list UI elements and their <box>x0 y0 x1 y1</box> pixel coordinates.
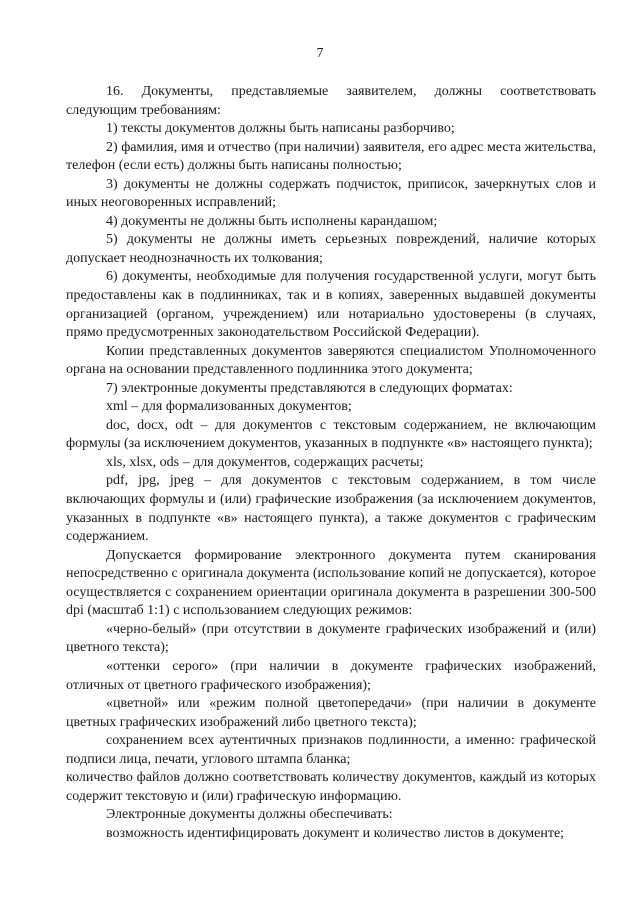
paragraph-item-4: 4) документы не должны быть исполнены карандашом; <box>106 213 438 229</box>
paragraph-authenticity: сохранением всех аутентичных признаков подлинности, а именно: графической подписи лица, печати, углового штампа бланка; <box>66 733 596 767</box>
paragraph-copies: Копии представленных документов заверяются специалистом Уполномоченного органа на основании представленного подлинника этого документа; <box>66 343 596 378</box>
paragraph-mode-gray: «оттенки серого» (при наличии в документе графических изображений, отличных от цветного графического изображения); <box>66 658 596 693</box>
paragraph-item-6: 6) документы, необходимые для получения государственной услуги, могут быть предоставлены как в подлинниках, так и в копиях, заверенных выдавшей документы организацией (органом, учреждением) или нотариально удостоверены (в случаях, прямо предусмотренных законодательством Российской Федерации). <box>66 269 596 341</box>
paragraph-item-7: 7) электронные документы представляются в следующих форматах: <box>106 380 513 396</box>
paragraph-item-3: 3) документы не должны содержать подчисток, приписок, зачеркнутых слов и иных неоговоренных исправлений; <box>66 176 596 211</box>
paragraph-identify-document: возможность идентифицировать документ и количество листов в документе; <box>106 825 565 841</box>
paragraph-mode-bw: «черно-белый» (при отсутствии в документе графических изображений и (или) цветного текста); <box>66 621 596 656</box>
paragraph-format-doc: doc, docx, odt – для документов с текстовым содержанием, не включающим формулы (за исключением документов, указанных в подпункте «в» настоящего пункта); <box>66 417 596 452</box>
paragraph-item-2: 2) фамилия, имя и отчество (при наличии) заявителя, его адрес места жительства, телефон (если есть) должны быть написаны полностью; <box>66 139 596 174</box>
paragraph-format-pdf: pdf, jpg, jpeg – для документов с текстовым содержанием, в том числе включающих формулы и (или) графические изображения (за исключением документов, указанных в подпункте «в» настоящего пункта), а также документов с графическим содержанием. <box>66 473 596 545</box>
paragraph-item-1: 1) тексты документов должны быть написаны разборчиво; <box>106 121 455 137</box>
paragraph-format-xls: xls, xlsx, ods – для документов, содержащих расчеты; <box>106 454 424 470</box>
document-body <box>66 83 596 843</box>
page-number: 7 <box>316 46 324 61</box>
paragraph-item-5: 5) документы не должны иметь серьезных повреждений, наличие которых допускает неоднозначность их толкования; <box>66 232 596 266</box>
paragraph-16-intro: 16. Документы, представляемые заявителем, должны соответствовать следующим требованиям: <box>66 84 596 118</box>
paragraph-format-xml: xml – для формализованных документов; <box>106 399 352 415</box>
paragraph-scanning: Допускается формирование электронного документа путем сканирования непосредственно с оригинала документа (использование копий не допускается), которое осуществляется с сохранением ориентации оригинала документа в разрешении 300-500 dpi (масштаб 1:1) с использованием следующих режимов: <box>66 547 596 619</box>
paragraph-file-count: количество файлов должно соответствовать количеству документов, каждый из которых содержит текстовую и (или) графическую информацию. <box>66 770 596 804</box>
paragraph-mode-color: «цветной» или «режим полной цветопередачи» (при наличии в документе цветных графических изображений либо цветного текста); <box>66 696 596 730</box>
paragraph-electronic-requirements: Электронные документы должны обеспечивать: <box>106 807 393 823</box>
